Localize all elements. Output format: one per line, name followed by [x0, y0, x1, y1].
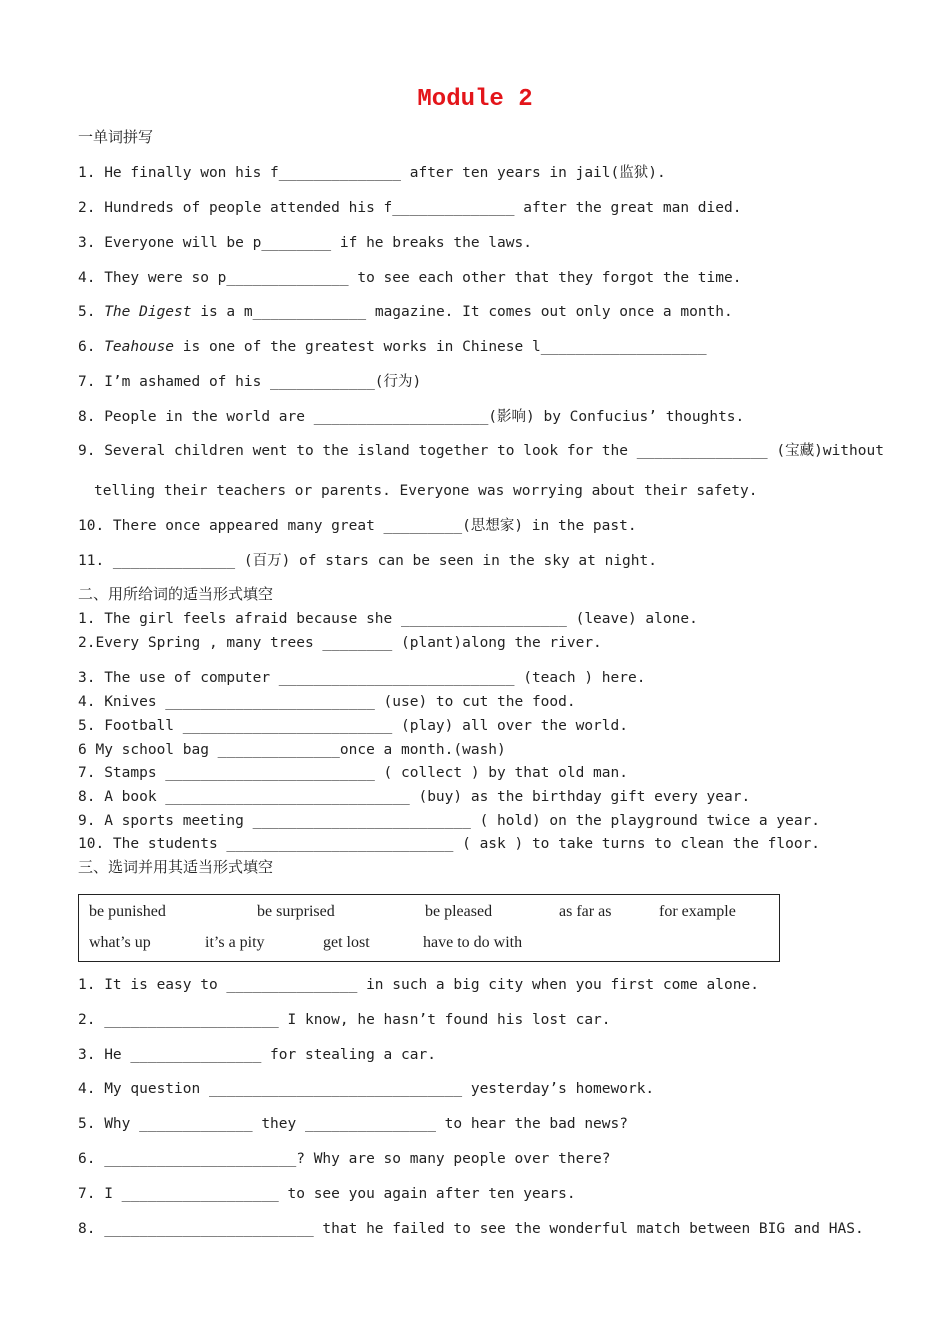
question-text: is one of the greatest works in Chinese l___________________: [174, 339, 707, 355]
word-bank-item: be punished: [89, 903, 166, 920]
s1-question-5: [78, 303, 733, 321]
s2-question-4: 4. Knives ________________________ (use) to cut the food.: [78, 694, 576, 710]
s1-question-1: 1. He finally won his f______________ after ten years in jail(监狱).: [78, 165, 666, 181]
s1-question-8: 8. People in the world are ____________________(影响) by Confucius’ thoughts.: [78, 409, 745, 425]
s1-question-10: 10. There once appeared many great _________(思想家) in the past.: [78, 518, 637, 534]
s1-question-3: 3. Everyone will be p________ if he breaks the laws.: [78, 235, 532, 251]
s2-question-2: 2.Every Spring , many trees ________ (plant)along the river.: [78, 635, 602, 651]
s1-question-6: [78, 338, 707, 356]
s1-question-9: 9. Several children went to the island together to look for the _______________ (宝藏)without: [78, 443, 884, 459]
s2-question-1: 1. The girl feels afraid because she ___________________ (leave) alone.: [78, 611, 698, 627]
word-bank-item: get lost: [323, 934, 370, 951]
word-bank-item: be pleased: [425, 903, 493, 920]
word-bank-item: for example: [659, 903, 736, 920]
s2-question-9: 9. A sports meeting _________________________ ( hold) on the playground twice a year.: [78, 813, 821, 829]
section-1-heading: 一单词拼写: [78, 128, 154, 146]
section-2-heading: 二、用所给词的适当形式填空: [78, 585, 274, 603]
s3-question-1: 1. It is easy to _______________ in such a big city when you first come alone.: [78, 977, 759, 993]
s3-question-7: 7. I __________________ to see you again after ten years.: [78, 1186, 576, 1202]
s2-question-6: 6 My school bag ______________once a month.(wash): [78, 742, 506, 758]
word-bank-item: have to do with: [423, 934, 523, 951]
s3-question-2: 2. ____________________ I know, he hasn’t found his lost car.: [78, 1012, 611, 1028]
word-bank-item: what’s up: [89, 934, 151, 951]
page-title: Module 2: [417, 86, 533, 113]
word-bank-item: as far as: [559, 903, 612, 920]
s2-question-8: 8. A book ____________________________ (buy) as the birthday gift every year.: [78, 789, 751, 805]
question-number: 5.: [78, 304, 96, 320]
s3-question-3: 3. He _______________ for stealing a car.: [78, 1047, 436, 1063]
question-text: is a m_____________ magazine. It comes out only once a month.: [191, 304, 733, 320]
section-3-heading: 三、选词并用其适当形式填空: [78, 858, 274, 876]
italic-title: The Digest: [104, 304, 192, 320]
s2-question-7: 7. Stamps ________________________ ( collect ) by that old man.: [78, 765, 628, 781]
s2-question-10: 10. The students __________________________ ( ask ) to take turns to clean the floor.: [78, 836, 821, 852]
s3-question-6: 6. ______________________? Why are so many people over there?: [78, 1151, 611, 1167]
question-number: 6.: [78, 339, 96, 355]
s1-question-11: 11. ______________ (百万) of stars can be seen in the sky at night.: [78, 553, 657, 569]
s1-question-4: 4. They were so p______________ to see each other that they forgot the time.: [78, 270, 742, 286]
word-bank-box: [78, 894, 780, 962]
s3-question-8: 8. ________________________ that he failed to see the wonderful match between BIG and HAS.: [78, 1221, 864, 1237]
s1-question-9-continued: telling their teachers or parents. Everyone was worrying about their safety.: [94, 483, 758, 499]
s2-question-3: 3. The use of computer ___________________________ (teach ) here.: [78, 670, 646, 686]
italic-title: Teahouse: [104, 339, 175, 355]
s1-question-7: 7. I’m ashamed of his ____________(行为): [78, 374, 422, 390]
s2-question-5: 5. Football ________________________ (play) all over the world.: [78, 718, 628, 734]
word-bank-item: be surprised: [257, 903, 335, 920]
s3-question-4: 4. My question _____________________________ yesterday’s homework.: [78, 1081, 655, 1097]
s1-question-2: 2. Hundreds of people attended his f______________ after the great man died.: [78, 200, 742, 216]
word-bank-item: it’s a pity: [205, 934, 265, 951]
s3-question-5: 5. Why _____________ they _______________ to hear the bad news?: [78, 1116, 628, 1132]
